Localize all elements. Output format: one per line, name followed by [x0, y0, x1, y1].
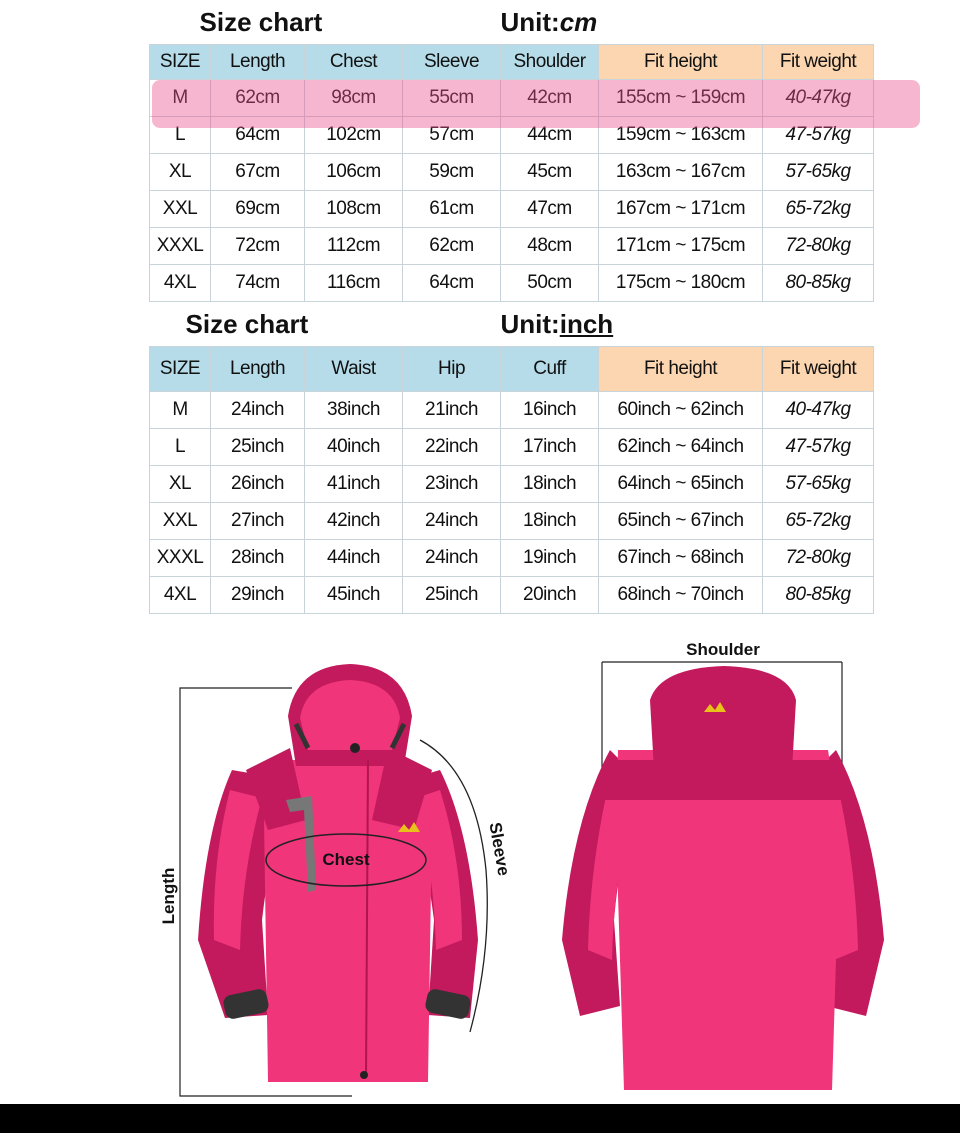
cell-hip: 24inch — [403, 503, 501, 540]
cell-fit-weight: 72-80kg — [763, 228, 874, 265]
cm-header-size: SIZE — [150, 45, 211, 80]
cell-fit-weight: 65-72kg — [763, 503, 874, 540]
cell-fit-weight: 72-80kg — [763, 540, 874, 577]
cm-header-chest: Chest — [305, 45, 403, 80]
cell-shoulder: 42cm — [501, 80, 599, 117]
cell-waist: 38inch — [305, 392, 403, 429]
cell-cuff: 17inch — [501, 429, 599, 466]
jacket-measurement-diagram — [0, 620, 960, 1104]
cell-size: 4XL — [150, 265, 211, 302]
cell-fit-weight: 47-57kg — [763, 117, 874, 154]
cell-shoulder: 48cm — [501, 228, 599, 265]
cell-fit-weight: 80-85kg — [763, 265, 874, 302]
cell-length: 25inch — [211, 429, 305, 466]
cell-fit-height: 60inch ~ 62inch — [599, 392, 763, 429]
inch-title-row — [150, 302, 874, 347]
cell-cuff: 18inch — [501, 466, 599, 503]
table-row — [150, 503, 874, 540]
cell-fit-height: 175cm ~ 180cm — [599, 265, 763, 302]
cell-waist: 40inch — [305, 429, 403, 466]
inch-header-cuff: Cuff — [501, 347, 599, 392]
cell-fit-weight: 57-65kg — [763, 466, 874, 503]
cell-size: XXXL — [150, 540, 211, 577]
cell-sleeve: 62cm — [403, 228, 501, 265]
jacket-front-image — [180, 664, 487, 1096]
inch-header-size: SIZE — [150, 347, 211, 392]
table-row — [150, 191, 874, 228]
inch-header-row — [150, 347, 874, 392]
table-row — [150, 466, 874, 503]
table-row — [150, 228, 874, 265]
cm-header-length: Length — [211, 45, 305, 80]
cm-chart-title: Size chart — [199, 6, 323, 37]
cell-size: L — [150, 117, 211, 154]
inch-header-fit-weight: Fit weight — [763, 347, 874, 392]
cell-sleeve: 61cm — [403, 191, 501, 228]
cell-chest: 116cm — [305, 265, 403, 302]
cm-unit-label: Unit:cm — [500, 6, 598, 37]
cm-header-fit-height: Fit height — [599, 45, 763, 80]
cell-cuff: 19inch — [501, 540, 599, 577]
cell-size: XXXL — [150, 228, 211, 265]
inch-header-waist: Waist — [305, 347, 403, 392]
table-row — [150, 577, 874, 614]
cell-shoulder: 45cm — [501, 154, 599, 191]
cell-cuff: 18inch — [501, 503, 599, 540]
cell-waist: 44inch — [305, 540, 403, 577]
inch-header-fit-height: Fit height — [599, 347, 763, 392]
cell-sleeve: 59cm — [403, 154, 501, 191]
cell-chest: 98cm — [305, 80, 403, 117]
cell-fit-height: 62inch ~ 64inch — [599, 429, 763, 466]
cm-size-table — [149, 0, 874, 614]
cell-length: 67cm — [211, 154, 305, 191]
cell-fit-weight: 47-57kg — [763, 429, 874, 466]
cell-fit-weight: 40-47kg — [763, 80, 874, 117]
cell-fit-height: 64inch ~ 65inch — [599, 466, 763, 503]
table-row — [150, 392, 874, 429]
cell-length: 27inch — [211, 503, 305, 540]
cell-length: 29inch — [211, 577, 305, 614]
shoulder-label: Shoulder — [686, 640, 760, 659]
cell-fit-weight: 40-47kg — [763, 392, 874, 429]
cell-hip: 23inch — [403, 466, 501, 503]
table-row — [150, 265, 874, 302]
cell-size: XXL — [150, 191, 211, 228]
cell-cuff: 20inch — [501, 577, 599, 614]
cell-hip: 24inch — [403, 540, 501, 577]
inch-unit-value: inch — [559, 308, 614, 339]
cm-header-sleeve: Sleeve — [403, 45, 501, 80]
cell-chest: 108cm — [305, 191, 403, 228]
length-label: Length — [159, 867, 178, 925]
inch-unit-label: Unit:inch — [500, 308, 614, 339]
cell-hip: 25inch — [403, 577, 501, 614]
table-row — [150, 429, 874, 466]
cell-hip: 21inch — [403, 392, 501, 429]
cell-size: L — [150, 429, 211, 466]
table-row — [150, 80, 874, 117]
chest-label: Chest — [322, 850, 370, 869]
cell-shoulder: 44cm — [501, 117, 599, 154]
cell-fit-height: 163cm ~ 167cm — [599, 154, 763, 191]
cell-size: M — [150, 392, 211, 429]
inch-chart-title: Size chart — [185, 308, 309, 339]
cell-fit-height: 67inch ~ 68inch — [599, 540, 763, 577]
cell-fit-weight: 65-72kg — [763, 191, 874, 228]
table-row — [150, 540, 874, 577]
cell-length: 24inch — [211, 392, 305, 429]
cell-fit-height: 68inch ~ 70inch — [599, 577, 763, 614]
cell-shoulder: 50cm — [501, 265, 599, 302]
inch-header-length: Length — [211, 347, 305, 392]
cm-header-shoulder: Shoulder — [501, 45, 599, 80]
cell-hip: 22inch — [403, 429, 501, 466]
table-row — [150, 117, 874, 154]
cell-sleeve: 55cm — [403, 80, 501, 117]
sleeve-label: Sleeve — [485, 820, 514, 878]
cell-fit-height: 171cm ~ 175cm — [599, 228, 763, 265]
cell-length: 74cm — [211, 265, 305, 302]
cell-length: 64cm — [211, 117, 305, 154]
cell-waist: 45inch — [305, 577, 403, 614]
inch-header-hip: Hip — [403, 347, 501, 392]
cell-size: M — [150, 80, 211, 117]
cell-waist: 41inch — [305, 466, 403, 503]
cell-fit-weight: 80-85kg — [763, 577, 874, 614]
cell-sleeve: 57cm — [403, 117, 501, 154]
cm-header-fit-weight: Fit weight — [763, 45, 874, 80]
cell-length: 28inch — [211, 540, 305, 577]
cell-length: 62cm — [211, 80, 305, 117]
bottom-bar — [0, 1104, 960, 1133]
cell-cuff: 16inch — [501, 392, 599, 429]
cell-fit-height: 167cm ~ 171cm — [599, 191, 763, 228]
cell-fit-weight: 57-65kg — [763, 154, 874, 191]
cell-length: 72cm — [211, 228, 305, 265]
cell-fit-height: 159cm ~ 163cm — [599, 117, 763, 154]
cell-chest: 102cm — [305, 117, 403, 154]
cell-size: XL — [150, 466, 211, 503]
cell-fit-height: 155cm ~ 159cm — [599, 80, 763, 117]
cell-sleeve: 64cm — [403, 265, 501, 302]
size-chart-sheet — [149, 0, 873, 614]
cell-length: 26inch — [211, 466, 305, 503]
jacket-back-image — [562, 662, 884, 1090]
cell-size: XXL — [150, 503, 211, 540]
cm-header-row — [150, 45, 874, 80]
cell-waist: 42inch — [305, 503, 403, 540]
cell-size: XL — [150, 154, 211, 191]
cell-size: 4XL — [150, 577, 211, 614]
cell-chest: 106cm — [305, 154, 403, 191]
cm-unit-value: cm — [559, 6, 598, 37]
cm-title-row — [150, 0, 874, 45]
cell-chest: 112cm — [305, 228, 403, 265]
cell-length: 69cm — [211, 191, 305, 228]
cell-shoulder: 47cm — [501, 191, 599, 228]
cell-fit-height: 65inch ~ 67inch — [599, 503, 763, 540]
table-row — [150, 154, 874, 191]
